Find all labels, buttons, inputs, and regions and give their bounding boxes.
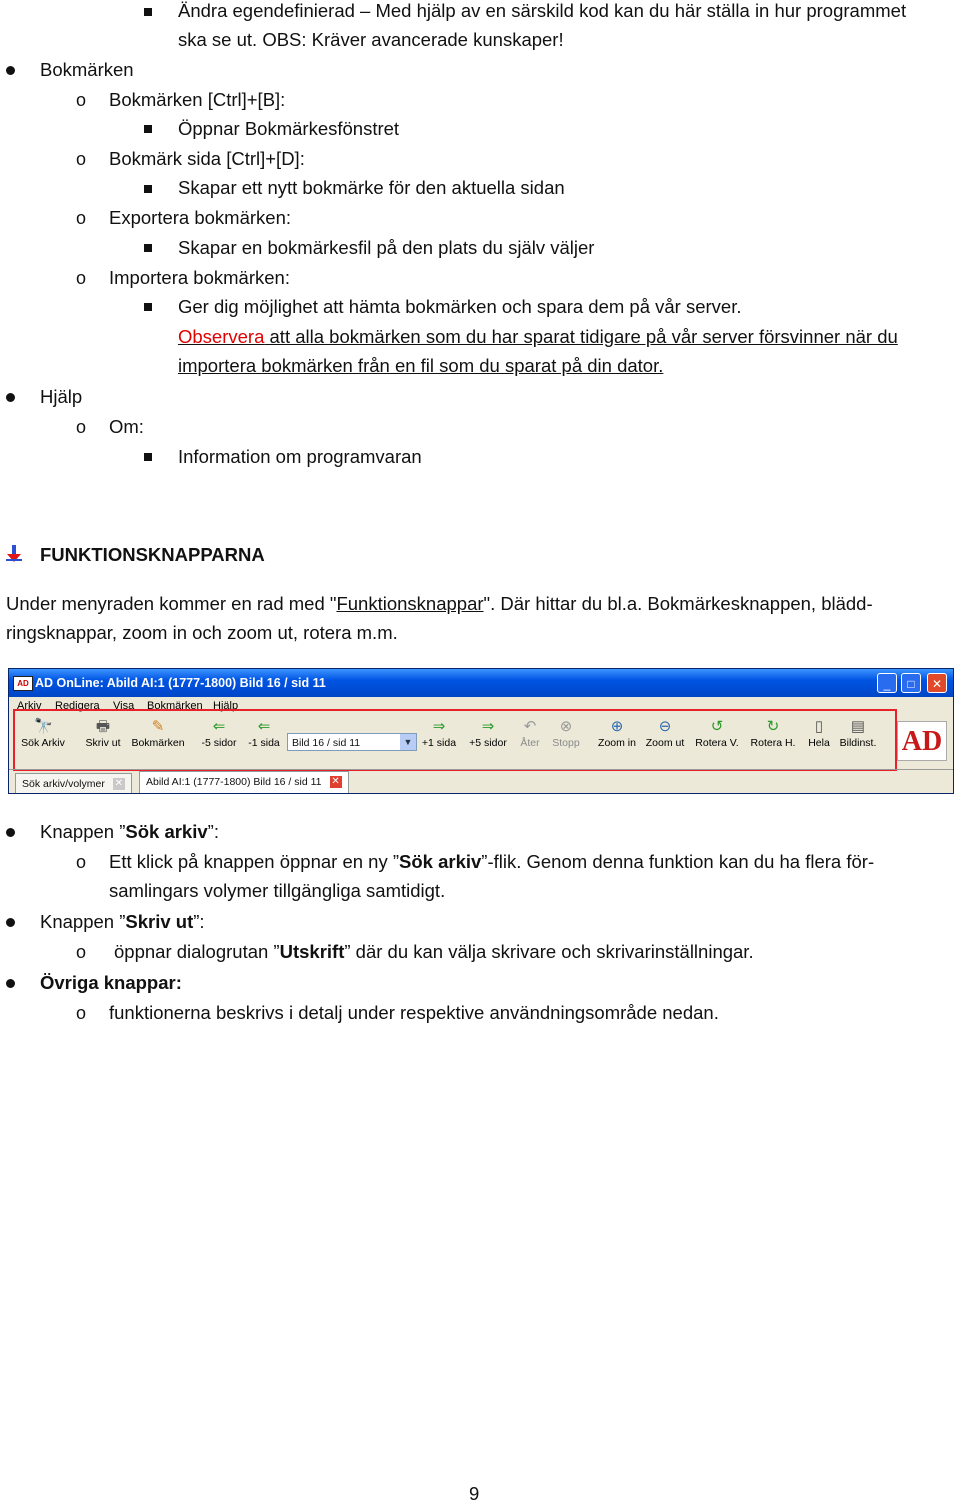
text-line: Ändra egendefinierad – Med hjälp av en särskild kod kan du här ställa in hur programmet	[178, 0, 907, 21]
page-select-value: Bild 16 / sid 11	[292, 737, 361, 749]
bookmark-icon: ✎	[151, 718, 165, 735]
button-label: Hela	[808, 737, 830, 749]
image-settings-icon: ▤	[850, 718, 866, 735]
funktionsknappar-link: Funktionsknappar	[336, 593, 484, 614]
note-warning-word: Observera	[178, 326, 265, 347]
list-item: Exportera bokmärken:	[109, 207, 292, 228]
button-label: Skriv ut	[85, 737, 121, 749]
circle-bullet: o	[76, 852, 87, 872]
list-item: Öppnar Bokmärkesfönstret	[178, 118, 400, 139]
chevron-down-icon[interactable]: ▼	[400, 734, 416, 750]
tab-bar	[9, 769, 953, 794]
button-label: Åter	[520, 737, 540, 749]
tab-abild[interactable]	[139, 771, 349, 794]
maximize-button[interactable]: □	[901, 673, 921, 693]
square-bullet	[144, 303, 152, 311]
text: Knappen ”	[40, 911, 126, 932]
list-heading-bookmarks: Bokmärken	[40, 59, 134, 80]
list-item: Bokmärken [Ctrl]+[B]:	[109, 89, 286, 110]
list-item: Importera bokmärken:	[109, 267, 290, 288]
button-label: -1 sida	[248, 737, 280, 749]
list-item: funktionerna beskrivs i detalj under respektive användningsområde nedan.	[109, 1002, 719, 1023]
zoom-in-icon: ⊕	[610, 718, 624, 735]
dialog-name: Utskrift	[279, 941, 345, 962]
text: ”-flik. Genom denna funktion kan du ha flera för-	[481, 851, 875, 872]
close-icon[interactable]: ✕	[331, 776, 340, 788]
round-bullet	[6, 828, 15, 837]
text: ”:	[193, 911, 205, 932]
text: ” där du kan välja skrivare och skrivarinställningar.	[344, 941, 754, 962]
button-label: Stopp	[552, 737, 580, 749]
button-name: Skriv ut	[125, 911, 194, 932]
list-item: Skapar ett nytt bokmärke för den aktuella sidan	[178, 177, 565, 198]
arrow-left-icon: ⇐	[212, 718, 226, 735]
button-label: Bokmärken	[131, 737, 185, 749]
circle-bullet: o	[76, 149, 87, 169]
list-item	[40, 821, 219, 843]
round-bullet	[6, 66, 15, 75]
arrow-left-icon: ⇐	[257, 718, 271, 735]
rotate-left-icon: ↺	[710, 718, 724, 735]
menu-hjalp[interactable]: Hjälp	[213, 700, 239, 712]
text-line: ska se ut. OBS: Kräver avancerade kunskaper!	[178, 29, 564, 50]
page-number: 9	[469, 1483, 480, 1504]
circle-bullet: o	[76, 90, 87, 110]
text: öppnar dialogrutan ”	[114, 941, 280, 962]
circle-bullet: o	[76, 1003, 87, 1023]
list-item: Information om programvaran	[178, 446, 422, 467]
round-bullet	[6, 918, 15, 927]
text: Ett klick på knappen öppnar en ny ”	[109, 851, 400, 872]
list-item: Bokmärk sida [Ctrl]+[D]:	[109, 148, 305, 169]
round-bullet	[6, 979, 15, 988]
window-title: AD OnLine: Abild AI:1 (1777-1800) Bild 16 / sid 11	[35, 676, 326, 690]
list-item: Ger dig möjlighet att hämta bokmärken och spara dem på vår server.	[178, 296, 742, 317]
arrow-right-icon: ⇒	[481, 718, 495, 735]
app-window-screenshot	[8, 668, 954, 794]
button-label: -5 sidor	[201, 737, 237, 749]
list-heading-help: Hjälp	[40, 386, 83, 407]
section-heading: FUNKTIONSKNAPPARNA	[40, 544, 265, 565]
square-bullet	[144, 8, 152, 16]
tab-label: Sök arkiv/volymer	[22, 778, 105, 790]
tab-sok-arkiv[interactable]	[15, 773, 132, 793]
square-bullet	[144, 453, 152, 461]
button-name: Sök arkiv	[399, 851, 482, 872]
circle-bullet: o	[76, 417, 87, 437]
text: Knappen ”	[40, 821, 126, 842]
button-label: Rotera V.	[695, 737, 739, 749]
menu-arkiv[interactable]: Arkiv	[17, 700, 42, 712]
import-note-line2: importera bokmärken från en fil som du sparat på din dator.	[178, 355, 664, 376]
list-item: Om:	[109, 416, 144, 437]
button-name: Sök arkiv	[125, 821, 208, 842]
zoom-out-icon: ⊖	[658, 718, 672, 735]
fit-page-icon: ▯	[814, 718, 824, 735]
binoculars-icon: 🔭	[34, 718, 53, 735]
circle-bullet: o	[76, 942, 87, 962]
list-item: Skapar en bokmärkesfil på den plats du själv väljer	[178, 237, 595, 258]
minimize-button[interactable]: _	[877, 673, 897, 693]
app-logo-icon: AD	[13, 676, 33, 691]
title-bar	[9, 669, 953, 697]
menu-redigera[interactable]: Redigera	[55, 700, 100, 712]
square-bullet	[144, 185, 152, 193]
circle-bullet: o	[76, 208, 87, 228]
ad-logo: AD	[897, 721, 947, 761]
tab-label: Abild AI:1 (1777-1800) Bild 16 / sid 11	[146, 776, 322, 788]
rotate-right-icon: ↻	[766, 718, 780, 735]
button-label: Bildinst.	[839, 737, 877, 749]
text: ”:	[207, 821, 219, 842]
arrow-bullet-icon	[4, 544, 24, 564]
list-item	[114, 941, 754, 963]
list-item: Övriga knappar:	[40, 972, 182, 993]
arrow-right-icon: ⇒	[432, 718, 446, 735]
round-bullet	[6, 393, 15, 402]
close-icon[interactable]: ✕	[114, 778, 124, 790]
button-label: Sök Arkiv	[21, 737, 65, 749]
undo-icon: ↶	[523, 718, 537, 735]
circle-bullet: o	[76, 268, 87, 288]
paragraph-text: Under menyraden kommer en rad med "	[6, 593, 337, 614]
menu-bokmarken[interactable]: Bokmärken	[147, 700, 203, 712]
square-bullet	[144, 125, 152, 133]
import-note	[178, 326, 898, 348]
highlight-box	[13, 709, 897, 771]
printer-icon: 🖶	[95, 718, 111, 735]
button-label: Rotera H.	[750, 737, 796, 749]
list-item	[109, 851, 874, 873]
square-bullet	[144, 244, 152, 252]
list-item: samlingars volymer tillgängliga samtidigt.	[109, 880, 446, 901]
paragraph-line	[6, 593, 873, 615]
button-label: +5 sidor	[469, 737, 507, 749]
stop-icon: ⊗	[559, 718, 573, 735]
close-button[interactable]: ✕	[927, 673, 947, 693]
note-text: att alla bokmärken som du har sparat tidigare på vår server försvinner när du	[264, 326, 898, 347]
paragraph-text: ". Där hittar du bl.a. Bokmärkesknappen, blädd-	[483, 593, 873, 614]
menu-visa[interactable]: Visa	[113, 700, 135, 712]
button-label: +1 sida	[421, 737, 457, 749]
paragraph-line: ringsknappar, zoom in och zoom ut, rotera m.m.	[6, 622, 398, 643]
button-label: Zoom in	[598, 737, 636, 749]
list-item	[40, 911, 205, 933]
button-label: Zoom ut	[645, 737, 685, 749]
